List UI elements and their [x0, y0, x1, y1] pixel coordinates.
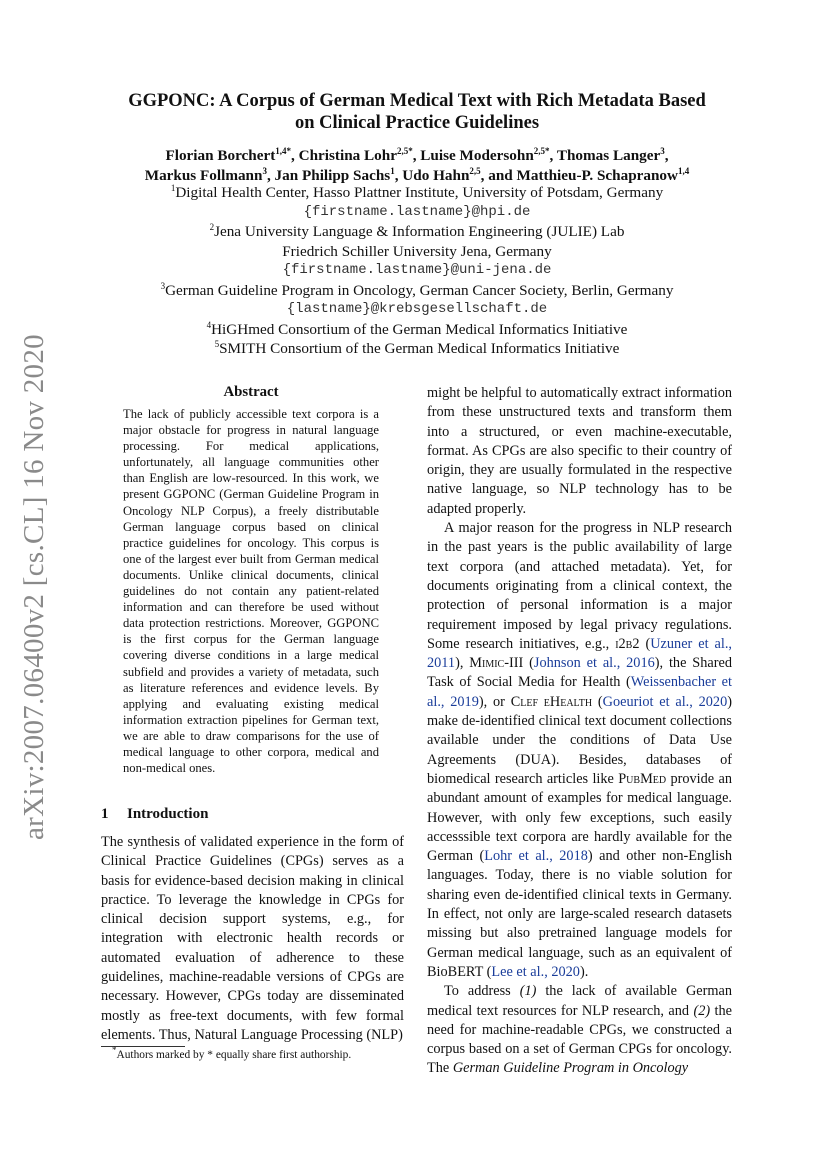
- affiliation-2b: Friedrich Schiller University Jena, Germany: [282, 242, 552, 260]
- affiliation-3: $^3$German Guideline Program in Oncology, German Cancer Society, Berlin, Germany: [160, 280, 674, 299]
- author-name: Christina Lohr: [298, 147, 397, 164]
- title-line-1: GGPONC: A Corpus of German Medical Text with Rich Metadata Based: [128, 91, 706, 111]
- paragraph: A major reason for the progress in NLP research in the past years is the public availability of large text corpora (and attached metadata). Yet, for documents originating from a clinical context, the protection of personal information is a major requirement imposed by legal privacy regulations. Some research initiatives, e.g., i2b2 (Uzuner et al., 2011), Mimic-III (Johnson et al., 2016), the Shared Task of Social Media for Health (Weissenbacher et al., 2019), or Clef eHealth (Goeuriot et al., 2020) make de-identified clinical text document collections available under the conditions of Data Use Agreements (DUA). Besides, databases of biomedical research articles like PubMed provide an abundant amount of examples for medical language. However, with only few exceptions, such easily accesssible text corpora are hardly available for the German (Lohr et al., 2018) and other non-English languages. Today, there is no viable solution for sharing even de-identified clinical texts in Germany. In effect, not only are large-scaled research datasets missing but also pretrained language models for German medical language, such as an equivalent of BioBERT (Lee et al., 2020).: [427, 520, 733, 980]
- paragraph: To address (1) the lack of available German medical text resources for NLP research, and (2) the need for machine-readable CPGs, we constructed a corpus based on a set of German CPGs for oncology. The German Guideline Program in Oncology: [427, 983, 732, 1077]
- paper-title: [90, 90, 744, 134]
- affiliation-5: $^5$SMITH Consortium of the German Medical Informatics Initiative: [214, 338, 620, 357]
- author-list: [90, 146, 744, 185]
- citation-link[interactable]: Uzuner et al., 2011: [427, 635, 733, 672]
- section-title: Introduction: [127, 806, 209, 822]
- abstract-text: The lack of publicly accessible text corpora is a major obstacle for progress in natural language processing. For medical applications, unfortunately, all language communities other than English are low-resourced. In this work, we present GGPONC (German Guideline Program in Oncology NLP Corpus), a freely distributable German language corpus based on clinical practice guidelines for oncology. This corpus is one of the largest ever built from German medical documents. Unlike clinical documents, clinical guidelines do not contain any patient-related information and can therefore be used without data protection restrictions. Moreover, GGPONC is the first corpus for the German language covering diverse conditions in a large medical subfield and provides a variety of metadata, such as literature references and evidence levels. By applying and evaluating existing medical information extraction pipelines for German text, we are able to draw comparisons for the use of medical language to other corpora, medical and non-medical ones.: [123, 407, 379, 776]
- affiliation-1: $^1$Digital Health Center, Hasso Plattner Institute, University of Potsdam, Germany: [170, 182, 664, 201]
- citation-link[interactable]: Goeuriot et al., 2020: [602, 693, 728, 710]
- author-line-1: Florian Borchert$^{1,4*}$, Christina Lohr$^{2,5*}$, Luise Modersohn$^{2,5*}$, Thomas Langer$^3$,: [165, 145, 669, 164]
- footnote: *Authors marked by * equally share first authorship.: [112, 1045, 352, 1061]
- author-name: Matthieu-P. Schapranow: [516, 166, 678, 184]
- author-name: Thomas Langer: [556, 147, 661, 164]
- abstract-heading: Abstract: [223, 384, 279, 400]
- citation-link[interactable]: Lee et al., 2020: [491, 963, 580, 980]
- email-2: {firstname.lastname}@uni-jena.de: [282, 262, 552, 278]
- email-1: {firstname.lastname}@hpi.de: [303, 203, 531, 220]
- author-name: Markus Follmann: [144, 166, 263, 184]
- title-line-2: on Clinical Practice Guidelines: [294, 113, 540, 133]
- right-column: [427, 384, 732, 1079]
- email-3: {lastname}@krebsgesellschaft.de: [286, 301, 548, 317]
- affiliation-4: $^4$HiGHmed Consortium of the German Medical Informatics Initiative: [206, 319, 628, 338]
- section-number: 1: [101, 806, 109, 822]
- author-name: Udo Hahn: [402, 166, 470, 184]
- author-line-2: Markus Follmann$^3$, Jan Philipp Sachs$^1$, Udo Hahn$^{2,5}$, and Matthieu-P. Schapranow$^{1,4}$: [144, 165, 690, 184]
- citation-link[interactable]: Johnson et al., 2016: [533, 655, 655, 672]
- author-name: Florian Borchert: [165, 147, 276, 164]
- citation-link[interactable]: Weissenbacher et al., 2019: [427, 674, 732, 710]
- affiliation-2: $^2$Jena University Language & Information Engineering (JULIE) Lab: [209, 221, 625, 240]
- intro-paragraph: The synthesis of validated experience in the form of Clinical Practice Guidelines (CPGs) serves as a basis for evidence-based decision making in clinical practice. To leverage the knowledge in CPGs for clinical decision support systems, e.g., for integration with electronic health records or automated evaluation of adherence to these guidelines, machine-readable versions of CPGs are necessary. However, CPGs today are disseminated mostly as free-text documents, with few formal elements. Thus, Natural Language Processing (NLP): [101, 834, 404, 1043]
- section-heading: [101, 806, 208, 823]
- author-name: Jan Philipp Sachs: [274, 166, 391, 184]
- citation-link[interactable]: Lohr et al., 2018: [484, 848, 588, 865]
- arxiv-identifier: arXiv:2007.06400v2 [cs.CL] 16 Nov 2020: [18, 334, 50, 840]
- author-name: Luise Modersohn: [420, 147, 534, 164]
- paragraph: might be helpful to automatically extract information from these unstructured texts and transform them into a structured, or even machine-executable, format. As CPGs are also specific to their country of origin, they are usually formulated in the respective native language, so NLP technology has to be adapted properly.: [427, 385, 732, 517]
- affiliations: [90, 183, 744, 359]
